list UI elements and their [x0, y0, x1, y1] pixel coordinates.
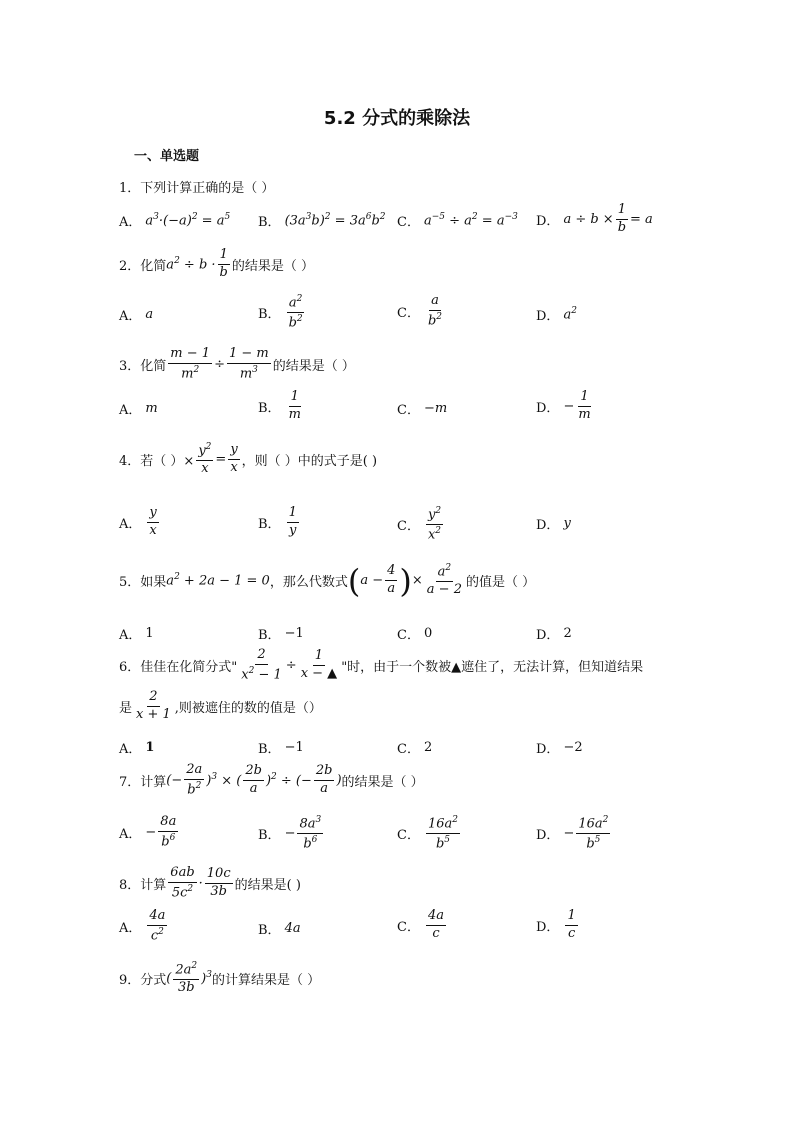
q2-option-d[interactable]: D． $a^2$ — [536, 306, 577, 324]
q6-option-b[interactable]: B． −1 — [258, 740, 304, 757]
q4-option-d[interactable]: D． y — [536, 516, 571, 533]
q6-option-c[interactable]: C． 2 — [397, 740, 433, 757]
question-5: 5． 如果 $a^2 + 2a - 1 = 0$ ，那么代数式 ( a − $\frac{4}{a}$ ) × $\frac{a^2}{a - 2}$ 的值是（ ） — [119, 561, 536, 600]
question-1 — [119, 177, 274, 196]
question-7: 7． 计算 (− $\frac{2a}{b^2}$ )$^3$ × ( $\frac{2b}{a}$ )$^2$ ÷ (− $\frac{2b}{a}$ ) 的结果是（ ） — [119, 762, 424, 798]
q2-option-c[interactable]: C． $\frac{a}{b^2}$ — [397, 293, 443, 329]
q1-option-b[interactable]: B． $(3a^3b)^2 = 3a^6b^2$ — [258, 212, 386, 230]
q1-option-d[interactable]: D． a ÷ b × $\frac{1}{b}$ = a — [536, 202, 653, 235]
q5-option-b[interactable]: B． −1 — [258, 626, 304, 643]
section-heading: 一、单选题 — [134, 149, 200, 164]
q8-option-d[interactable]: D． $\frac{1}{c}$ — [536, 908, 576, 941]
question-6-line2: 是 $\frac{2}{x + 1}$ ,则被遮住的数的值是（） — [119, 689, 322, 722]
page-title: 5.2 分式的乘除法 — [323, 108, 471, 129]
q1-option-a[interactable]: A． $a^3\cdot(-a)^2 = a^5$ — [119, 212, 231, 230]
q3-option-a[interactable]: A． m — [119, 401, 158, 418]
question-2: 2． 化简 $a^2 \div b$ · $\frac{1}{b}$ 的结果是（ ） — [119, 247, 315, 280]
q4-option-a[interactable]: A． $\frac{y}{x}$ — [119, 505, 157, 538]
q4-option-c[interactable]: C． $\frac{y^2}{x^2}$ — [397, 506, 442, 543]
q7-option-a[interactable]: A． − $\frac{8a}{b^6}$ — [119, 814, 177, 850]
q3-option-b[interactable]: B． $\frac{1}{m}$ — [258, 389, 301, 422]
question-4: 4． 若（ ）× $\frac{y^2}{x}$ = $\frac{y}{x}$ ，则（ ）中的式子是( ) — [119, 442, 378, 477]
q8-option-c[interactable]: C． $\frac{4a}{c}$ — [397, 908, 444, 941]
q4-option-b[interactable]: B． $\frac{1}{y}$ — [258, 505, 297, 538]
q6-option-a[interactable]: A． 1 — [119, 740, 155, 757]
q8-option-a[interactable]: A． $\frac{4a}{c^2}$ — [119, 908, 166, 944]
question-8: 8． 计算 $\frac{6ab}{5c^2}$ · $\frac{10c}{3b}$ 的结果是( ) — [119, 865, 301, 901]
q7-option-d[interactable]: D． − $\frac{16a^2}{b^5}$ — [536, 815, 609, 852]
question-3: 3． 化简 $\frac{m - 1}{m^2}$ ÷ $\frac{1 - m}{m^3}$ 的结果是（ ） — [119, 346, 355, 382]
question-number: 1． — [119, 181, 141, 196]
question-6: 6． 佳佳在化简分式" $\frac{2}{x^2 - 1}$ ÷ $\frac{1}{x - ▲}$ "时，由于一个数被▲遮住了，无法计算，但知道结果 — [119, 647, 644, 683]
q6-option-d[interactable]: D． −2 — [536, 740, 583, 757]
question-9: 9． 分式 ( $\frac{2a^2}{3b}$ )$^3$ 的计算结果是（ ） — [119, 961, 321, 996]
q3-option-d[interactable]: D． − $\frac{1}{m}$ — [536, 389, 591, 422]
q8-option-b[interactable]: B． 4a — [258, 921, 301, 938]
q7-option-b[interactable]: B． − $\frac{8a^3}{b^6}$ — [258, 815, 322, 852]
question-text: 下列计算正确的是（ ） — [140, 181, 275, 196]
q2-option-a[interactable]: A． a — [119, 307, 154, 324]
q5-option-d[interactable]: D． 2 — [536, 626, 572, 643]
q3-option-c[interactable]: C． −m — [397, 401, 448, 418]
q5-option-c[interactable]: C． 0 — [397, 626, 433, 643]
q7-option-c[interactable]: C． $\frac{16a^2}{b^5}$ — [397, 815, 458, 852]
q5-option-a[interactable]: A． 1 — [119, 626, 154, 643]
q1-option-c[interactable]: C． $a^{-5} \div a^2 = a^{-3}$ — [397, 212, 518, 230]
q2-option-b[interactable]: B． $\frac{a^2}{b^2}$ — [258, 294, 303, 331]
